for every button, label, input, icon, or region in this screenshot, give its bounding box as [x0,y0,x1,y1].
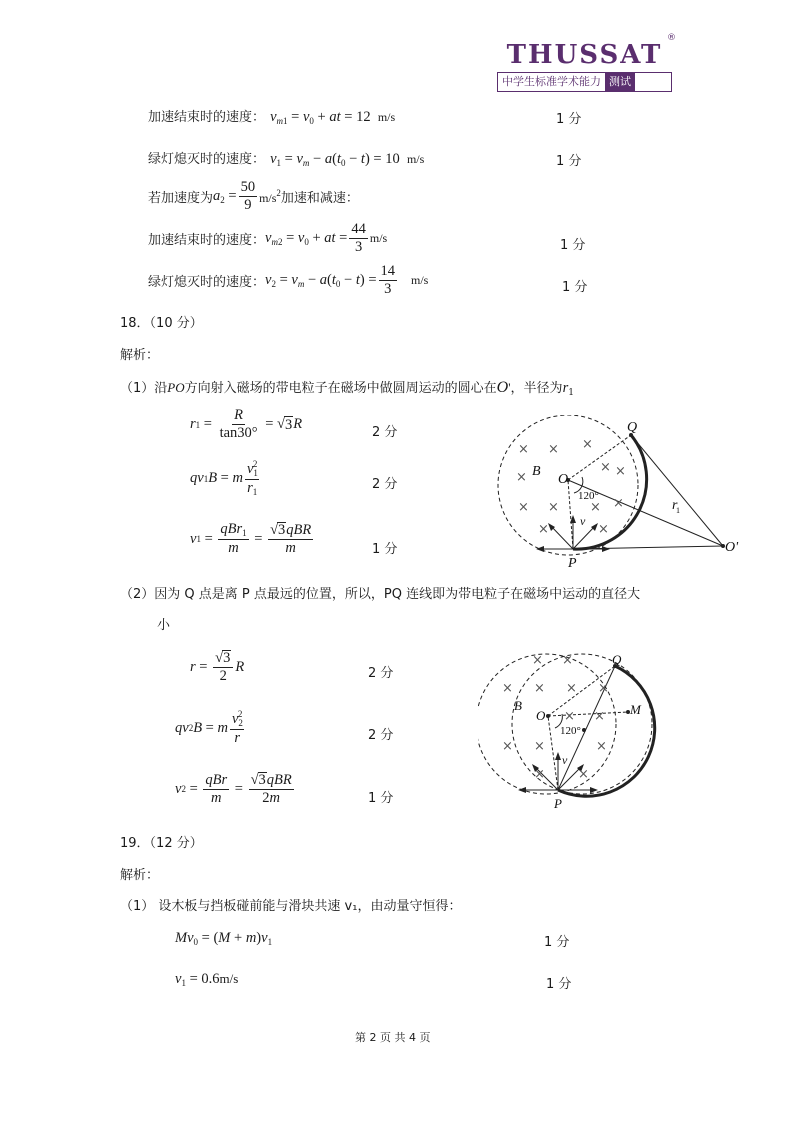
q18-figure-1 [490,415,750,575]
score: 1 分 [560,238,586,253]
prev-line1-result: 12 [356,109,371,125]
field-x-mark: × [548,500,559,515]
prev-line-3: 若加速度为 $a_2$ = $\frac{50}{9}$ $m/s^2$ 加速和减速： [148,179,359,214]
field-x-mark: × [562,653,573,668]
field-boundary-2a [478,654,616,794]
line-P-O [568,480,573,549]
prev-line-4: 加速结束时的速度： $v_{m2} = v_0$ + at = $\frac{44}{3}$ m/s [148,221,388,256]
field-x-mark: × [532,653,543,668]
label-O-prime: O' [725,540,739,555]
field-x-mark: × [502,681,513,696]
field-x-mark: × [598,681,609,696]
field-x-mark: × [582,437,593,452]
field-x-mark: × [566,681,577,696]
field-x-mark: × [548,442,559,457]
field-x-mark: × [518,442,529,457]
thussat-logo [497,40,672,92]
field-x-mark: × [516,470,527,485]
q18-eq2: qv 1 B = m $\frac{v_1^2}{r_1}$ [190,459,258,498]
score: 2 分 [372,425,398,440]
label-r1-sub: 1 [676,506,680,515]
page-footer: 第 2 页 共 4 页 [355,1031,431,1044]
score: 1 分 [372,542,398,557]
label-O: O [558,472,569,487]
q18-eq1: r 1 = $\frac{R}{\tan 30^\circ}$ = √ 3 R [190,407,303,442]
field-x-mark: × [538,522,549,537]
field-x-mark: × [564,709,575,724]
label-P: P [568,556,577,571]
q19-heading: 19．（12 分） [120,836,203,851]
prev-line-2: 绿灯熄灭时的速度： $v_1 = v_m - a(t_0 - t) = 10$ m/s [148,151,425,168]
q18-eq3: v 1 = $\frac{qBr_1}{m}$ = $\frac{\text{√3qBR}}{m}$ [190,521,312,557]
field-x-mark: × [613,496,624,511]
prev-line-1: 加速结束时的速度： $v_{m1} = v_0$ + at = 12 m/s [148,109,396,126]
q18-part2-text-2: 小 [157,618,171,633]
field-x-mark: × [502,739,513,754]
score: 2 分 [372,477,398,492]
q19-eq2-value: 0.6 [201,971,220,987]
velocity-diag-left [550,525,573,549]
logo-main-text: THUSSAT [506,40,663,70]
score: 1 分 [546,977,572,992]
field-x-mark: × [518,500,529,515]
q19-eq2: $v_1 = 0.6m/s$ [175,971,239,988]
score: 1 分 [556,112,582,127]
field-x-mark: × [600,460,611,475]
label-O-2: O [536,708,546,723]
q19-eq1: $Mv_0 = (M + m)v_1$ [175,930,273,947]
q18-eq4: r = $\frac{√3}{2}$ R [190,650,245,685]
logo-subtitle-left: 中学生标准学术能力 [502,75,601,88]
q19-part1-text: （1） 设木板与挡板碰前能与滑块共速 v₁，由动量守恒得： [120,899,462,914]
field-x-mark: × [615,464,626,479]
prev-line-5: 绿灯熄灭时的速度： $v_2 = v_m - a(t_0 - t)$ = $\frac{14}{3}$ m/s [148,263,429,298]
q18-analysis: 解析： [120,348,160,363]
field-x-mark: × [594,709,605,724]
logo-subtitle [497,72,672,92]
logo-subtitle-right: 测试 [605,73,635,91]
score: 1 分 [368,791,394,806]
line-O-M [548,712,628,716]
velocity-diag-right [573,525,596,549]
field-x-mark: × [534,767,545,782]
q18-part1-text: （1）沿PO方向射入磁场的带电粒子在磁场中做圆周运动的圆心在O'，半径为$r_1$ [120,379,574,398]
field-x-mark: × [590,500,601,515]
score: 1 分 [562,280,588,295]
score: 1 分 [556,154,582,169]
label-B: B [532,464,541,479]
score: 2 分 [368,728,394,743]
label-angle-2: 120° [560,725,581,737]
q18-heading: 18．（10 分） [120,316,203,331]
q18-figure-2 [478,642,668,824]
field-x-mark: × [596,739,607,754]
label-v-2: v [562,753,568,767]
field-x-mark: × [534,739,545,754]
label-Q-2: Q [612,652,622,667]
score: 1 分 [544,935,570,950]
q18-eq5: qv 2 B = m $\frac{v_2^2}{r}$ [175,709,243,747]
prev-line2-result: 10 [385,151,400,167]
q19-analysis: 解析： [120,868,160,883]
label-v: v [580,514,586,528]
label-B-2: B [514,698,522,713]
q18-part2-text: （2）因为 Q 点是离 P 点最远的位置，所以，PQ 连线即为带电粒子在磁场中运动的直径大 [120,587,641,602]
q18-eq6: v 2 = $\frac{\text{qBr}}{m}$ = $\frac{\text{√3qBR}}{2m}$ [175,771,292,807]
registered-mark: ® [667,33,676,43]
field-x-mark: × [534,681,545,696]
label-Q: Q [627,420,638,435]
score: 2 分 [368,666,394,681]
field-x-mark: × [578,767,589,782]
label-P-2: P [554,796,562,811]
label-angle: 120° [578,490,599,502]
label-r1: r [672,498,678,513]
field-x-mark: × [598,522,609,537]
label-M-2: M [630,702,641,717]
